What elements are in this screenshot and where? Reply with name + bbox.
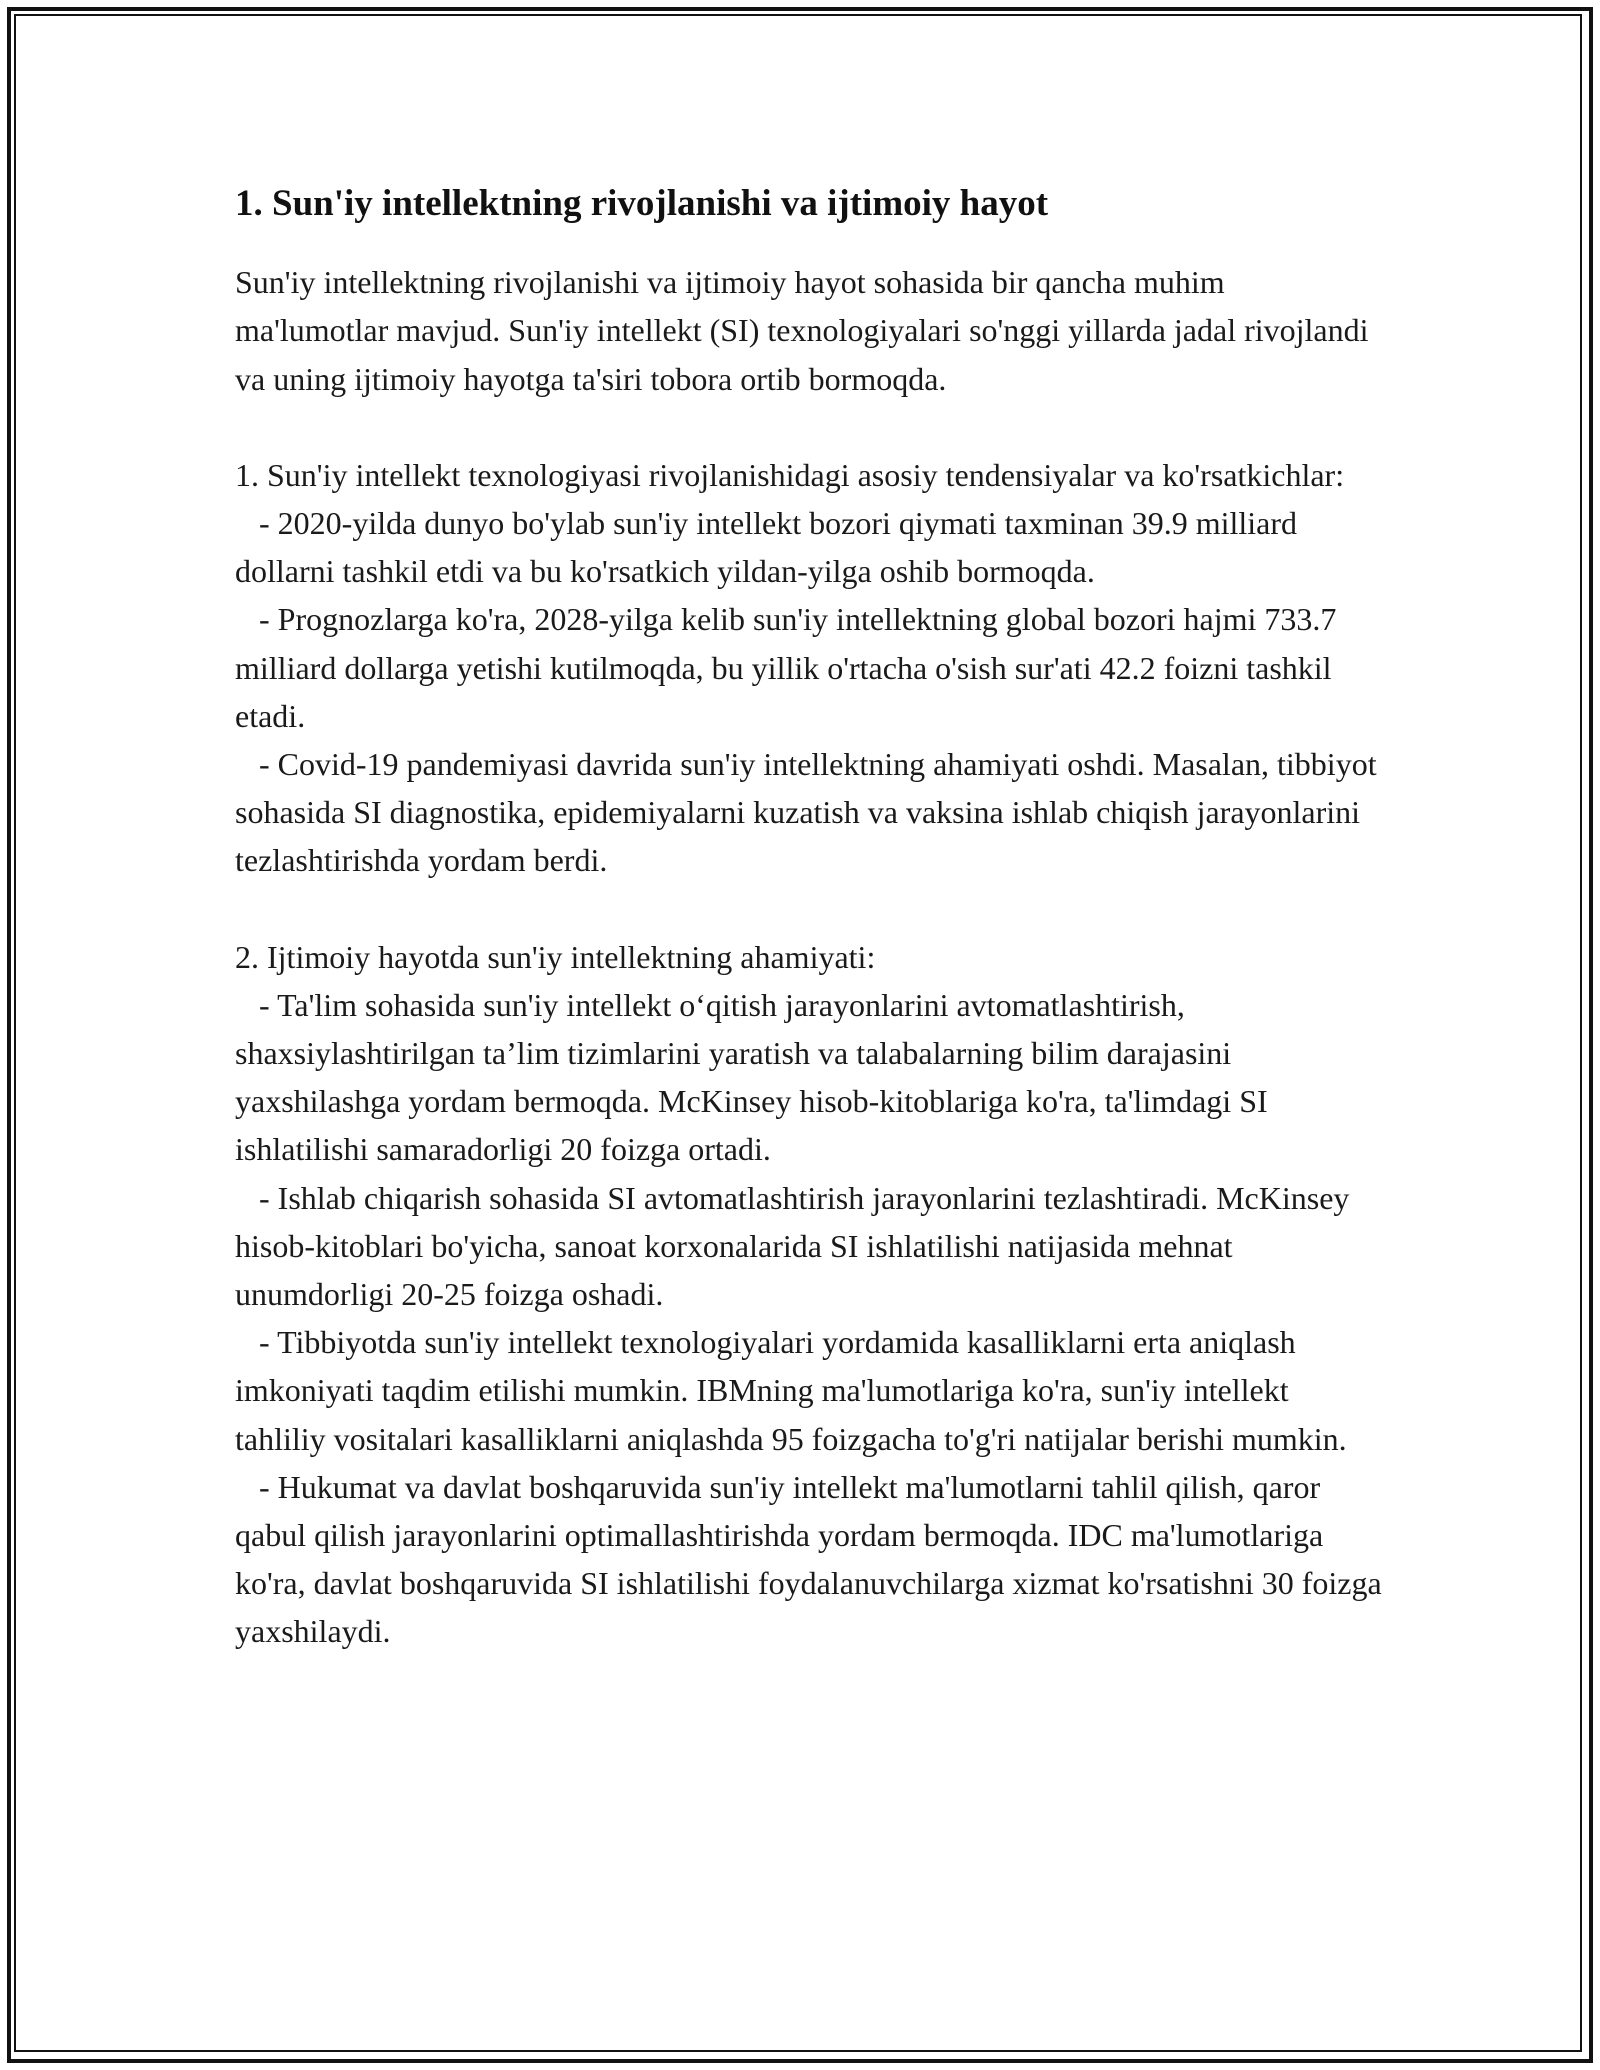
section-1-item: - Prognozlarga ko'ra, 2028-yilga kelib sun'iy intellektning global bozori hajmi 733.7 milliard dollarga yetishi kutilmoqda, bu yillik o'rtacha o'sish sur'ati 42.2 foizni tashkil etadi.: [235, 601, 1345, 734]
section-2-title: 2. Ijtimoiy hayotda sun'iy intellektning ahamiyati:: [235, 938, 876, 975]
document-body: [235, 180, 1390, 1656]
intro-paragraph: Sun'iy intellektning rivojlanishi va ijtimoiy hayot sohasida bir qancha muhim ma'lumotlar mavjud. Sun'iy intellekt (SI) texnologiyalari so'nggi yillarda jadal rivojlandi va uning ijtimoiy hayotga ta'siri tobora ortib bormoqda.: [235, 264, 1369, 397]
section-2-item: - Ishlab chiqarish sohasida SI avtomatlashtirish jarayonlarini tezlashtiradi. McKinsey hisob-kitoblari bo'yicha, sanoat korxonalarida SI ishlatilishi natijasida mehnat unumdorligi 20-25 foizga oshadi.: [235, 1179, 1358, 1312]
paragraph-gap: [235, 885, 1385, 933]
section-2-item: - Tibbiyotda sun'iy intellekt texnologiyalari yordamida kasalliklarni erta aniqlash imkoniyati taqdim etilishi mumkin. IBMning ma'lumotlariga ko'ra, sun'iy intellekt tahliliy vositalari kasalliklarni aniqlashda 95 foizgacha to'g'ri natijalar berishi mumkin.: [235, 1324, 1347, 1457]
paragraph-gap: [235, 403, 1385, 451]
section-1-item: - 2020-yilda dunyo bo'ylab sun'iy intellekt bozori qiymati taxminan 39.9 milliard dollarni tashkil etdi va bu ko'rsatkich yildan-yilga oshib bormoqda.: [235, 504, 1306, 590]
section-1-item: - Covid-19 pandemiyasi davrida sun'iy intellektning ahamiyati oshdi. Masalan, tibbiyot sohasida SI diagnostika, epidemiyalarni kuzatish va vaksina ishlab chiqish jarayonlarini tezlashtirishda yordam berdi.: [235, 745, 1385, 879]
section-1-title: 1. Sun'iy intellekt texnologiyasi rivojlanishidagi asosiy tendensiyalar va ko'rsatkichlar:: [235, 456, 1345, 493]
section-2-item: - Hukumat va davlat boshqaruvida sun'iy intellekt ma'lumotlarni tahlil qilish, qaror qabul qilish jarayonlarini optimallashtirishda yordam bermoqda. IDC ma'lumotlariga ko'ra, davlat boshqaruvida SI ishlatilishi foydalanuvchilarga xizmat ko'rsatishni 30 foizga yaxshilaydi.: [235, 1468, 1390, 1650]
section-2-item: - Ta'lim sohasida sun'iy intellekt o‘qitish jarayonlarini avtomatlashtirish, shaxsiylashtirilgan ta’lim tizimlarini yaratish va talabalarning bilim darajasini yaxshilashga yordam bermoqda. McKinsey hisob-kitoblariga ko'ra, ta'limdagi SI ishlatilishi samaradorligi 20 foizga ortadi.: [235, 986, 1276, 1168]
page-title: 1. Sun'iy intellektning rivojlanishi va ijtimoiy hayot: [235, 183, 1049, 224]
